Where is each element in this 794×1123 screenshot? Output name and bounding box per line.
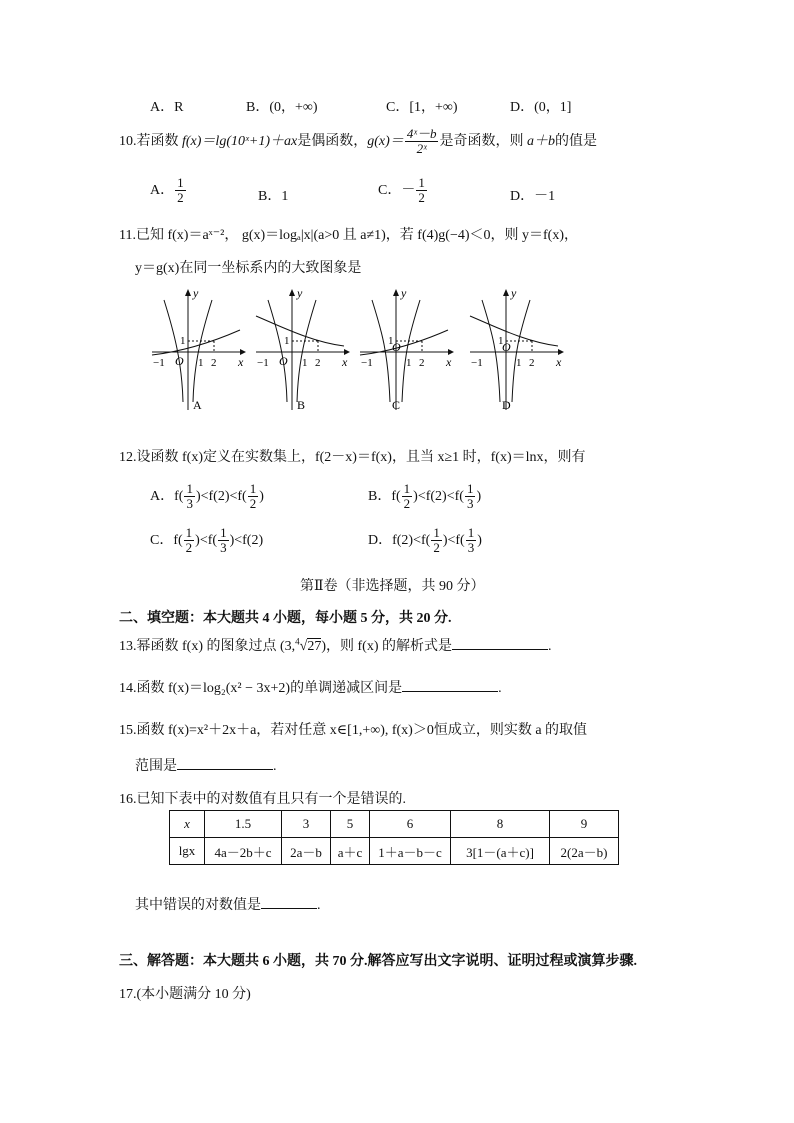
q16-line-1: 16.已知下表中的对数值有且只有一个是错误的. bbox=[119, 792, 406, 807]
q16-answer-blank[interactable] bbox=[261, 894, 317, 909]
q10-option-c bbox=[378, 176, 428, 206]
graph-b-curve-g-left bbox=[268, 300, 287, 402]
q10-option-c-num: 1 bbox=[418, 175, 425, 190]
graph-d-tick-2: 2 bbox=[529, 357, 535, 369]
q15-pre: 范围是 bbox=[135, 759, 177, 774]
q12-d-d2: 3 bbox=[467, 540, 475, 556]
q13-end: . bbox=[548, 639, 552, 654]
q14 bbox=[119, 677, 502, 697]
q13-answer-blank[interactable] bbox=[452, 635, 548, 650]
graph-c-label-x: x bbox=[446, 355, 452, 369]
table-cell: a＋c bbox=[331, 838, 370, 865]
q9-option-d: D．(0，1] bbox=[510, 100, 572, 115]
table-header-cell: 9 bbox=[550, 811, 619, 838]
q12-b-mid: )<f(2)<f( bbox=[413, 489, 464, 505]
graph-c-tick-2: 2 bbox=[419, 357, 425, 369]
q12-option-a bbox=[150, 482, 264, 512]
q9-option-c: C．[1，+∞) bbox=[386, 100, 458, 115]
q10-option-a bbox=[150, 176, 187, 206]
q10-option-a-den: 2 bbox=[177, 190, 184, 206]
q10-option-c-den: 2 bbox=[418, 190, 425, 206]
q13-pre: 13.幂函数 f(x) 的图象过点 (3, bbox=[119, 639, 296, 654]
graph-a-tick-2: 2 bbox=[211, 357, 217, 369]
q12-a-end: ) bbox=[259, 489, 264, 505]
table-cell: lgx bbox=[170, 838, 205, 865]
graph-d-y-arrow bbox=[503, 289, 509, 296]
q12-d-frac-1 bbox=[431, 526, 442, 556]
q12-c-pre: C．f( bbox=[150, 533, 183, 549]
q10-fraction-numerator: 4ˣ－b bbox=[406, 126, 437, 141]
table-cell: 2(2a－b) bbox=[550, 838, 619, 865]
graph-a-curve-g-left bbox=[164, 300, 183, 402]
q12-d-d1: 2 bbox=[433, 540, 440, 556]
graph-b-tick-1: 1 bbox=[302, 357, 308, 369]
q12-a-pre: A．f( bbox=[150, 489, 184, 505]
graph-c bbox=[360, 286, 454, 412]
graph-b-label-x: x bbox=[342, 355, 348, 369]
q12-c-end: )<f(2) bbox=[229, 533, 264, 549]
q12-b-d2: 3 bbox=[466, 496, 474, 512]
q11-graphs bbox=[140, 282, 580, 417]
q12-c-mid: )<f( bbox=[195, 533, 218, 549]
q12-b-n2: 1 bbox=[466, 481, 474, 496]
graph-a-caption: A bbox=[193, 398, 202, 412]
table-header-cell: 3 bbox=[282, 811, 331, 838]
q12-a-n2: 1 bbox=[249, 481, 257, 496]
q11-line-1: 11.已知 f(x)＝aˣ⁻²， g(x)＝logₐ|x|(a>0 且 a≠1)，若 f(4)g(−4)＜0，则 y＝f(x)， bbox=[119, 228, 578, 243]
graph-a-origin: O bbox=[175, 354, 184, 368]
table-header-cell: 8 bbox=[451, 811, 550, 838]
q13-radical-icon: √ bbox=[299, 639, 308, 654]
graph-a-curve-g-right bbox=[193, 300, 212, 402]
q10-option-a-label: A． bbox=[150, 183, 175, 199]
graph-c-tick-y1: 1 bbox=[388, 335, 394, 347]
q10-formula-sum: a＋b bbox=[526, 134, 555, 150]
q12-option-c bbox=[150, 526, 263, 556]
graph-a-label-y: y bbox=[193, 286, 199, 300]
part2-title: 第Ⅱ卷（非选择题，共 90 分） bbox=[300, 579, 485, 594]
q13-post: )，则 f(x) 的解析式是 bbox=[321, 639, 452, 654]
table-header-cell: 1.5 bbox=[205, 811, 282, 838]
q12-option-b bbox=[368, 482, 481, 512]
table-row bbox=[170, 838, 619, 865]
q12-b-n1: 1 bbox=[403, 481, 411, 496]
q12-c-n1: 1 bbox=[185, 525, 193, 540]
q14-pre: 14.函数 f(x)＝log₂(x² − 3x+2)的单调递减区间是 bbox=[119, 681, 403, 696]
q12-d-end: ) bbox=[477, 533, 482, 549]
q12-d-pre: D．f(2)<f( bbox=[368, 533, 431, 549]
q12-c-d2: 3 bbox=[220, 540, 227, 556]
q12-a-frac-1 bbox=[184, 482, 195, 512]
graph-d-label-x: x bbox=[556, 355, 562, 369]
q10-stem bbox=[119, 127, 597, 157]
graph-d-caption: D bbox=[502, 398, 511, 412]
q10-option-d: D．－1 bbox=[510, 189, 556, 204]
graph-b-caption: B bbox=[297, 398, 306, 412]
q12-b-d1: 2 bbox=[403, 496, 411, 512]
graph-a-label-x: x bbox=[238, 355, 244, 369]
graph-b-tick-neg1: −1 bbox=[257, 357, 269, 369]
graph-a-tick-neg1: −1 bbox=[153, 357, 165, 369]
q16-after-pre: 其中错误的对数值是 bbox=[135, 898, 261, 913]
q12-c-frac-1 bbox=[184, 526, 195, 556]
q12-c-n2: 1 bbox=[220, 525, 227, 540]
graph-c-curve-f bbox=[360, 330, 448, 355]
q10-fraction-denominator: 2ˣ bbox=[416, 141, 427, 157]
table-row bbox=[170, 811, 619, 838]
q12-d-frac-2 bbox=[466, 526, 477, 556]
graph-d bbox=[470, 286, 564, 412]
q12-b-frac-1 bbox=[402, 482, 413, 512]
q12-d-n2: 1 bbox=[467, 525, 475, 540]
graph-c-tick-neg1: −1 bbox=[361, 357, 373, 369]
table-header-cell: x bbox=[170, 811, 205, 838]
q15-answer-blank[interactable] bbox=[177, 755, 273, 770]
section3-heading: 三、解答题：本大题共 6 小题，共 70 分.解答应写出文字说明、证明过程或演算步骤. bbox=[119, 954, 637, 969]
q12-b-frac-2 bbox=[465, 482, 476, 512]
q12-d-n1: 1 bbox=[433, 525, 440, 540]
q11-line-2: y＝g(x)在同一坐标系内的大致图象是 bbox=[135, 261, 362, 276]
q10-option-c-label: C．－ bbox=[378, 183, 416, 199]
q12-a-d1: 3 bbox=[186, 496, 193, 512]
graph-d-tick-neg1: −1 bbox=[471, 357, 483, 369]
q10-fraction bbox=[405, 127, 439, 157]
graph-b-curve-g-right bbox=[297, 300, 316, 402]
q12-a-mid: )<f(2)<f( bbox=[195, 489, 247, 505]
graph-d-curve-g-right bbox=[512, 300, 530, 402]
q12-b-end: ) bbox=[476, 489, 482, 505]
graph-d-origin: O bbox=[502, 340, 511, 354]
graph-c-tick-1: 1 bbox=[406, 357, 412, 369]
q10-text-4: 的值是 bbox=[554, 134, 597, 150]
graph-b-y-arrow bbox=[289, 289, 295, 296]
q16-after-end: . bbox=[317, 898, 321, 913]
q13-root-index: 4 bbox=[295, 636, 300, 647]
q17: 17.(本小题满分 10 分) bbox=[119, 987, 251, 1002]
graph-a-y-arrow bbox=[185, 289, 191, 296]
q10-text-2: 是偶函数， bbox=[297, 134, 368, 150]
q10-text-1: 若函数 bbox=[136, 134, 182, 150]
q12-c-frac-2 bbox=[218, 526, 229, 556]
q12-line-1: 12.设函数 f(x)定义在实数集上，f(2－x)＝f(x)，且当 x≥1 时，f(x)＝lnx，则有 bbox=[119, 450, 586, 465]
q10-number: 10. bbox=[119, 134, 137, 150]
q14-answer-blank[interactable] bbox=[402, 677, 498, 692]
q15-end: . bbox=[273, 759, 277, 774]
graph-b bbox=[256, 286, 350, 412]
q16-log-table bbox=[169, 810, 619, 865]
graph-b-tick-y1: 1 bbox=[284, 335, 290, 347]
graph-d-curve-g-left bbox=[482, 300, 500, 402]
graph-b-label-y: y bbox=[297, 286, 303, 300]
q10-option-c-fraction bbox=[416, 176, 427, 206]
q9-option-b: B．(0，+∞) bbox=[246, 100, 318, 115]
q12-c-d1: 2 bbox=[185, 540, 193, 556]
q13-radicand: 27 bbox=[307, 639, 322, 654]
graph-a bbox=[152, 286, 246, 412]
graph-a-curve-f bbox=[152, 330, 240, 355]
q12-d-mid: )<f( bbox=[442, 533, 465, 549]
table-cell: 3[1－(a＋c)] bbox=[451, 838, 550, 865]
q12-a-n1: 1 bbox=[186, 481, 193, 496]
q13 bbox=[119, 635, 552, 655]
table-header-cell: 5 bbox=[331, 811, 370, 838]
table-cell: 1＋a－b－c bbox=[370, 838, 451, 865]
graph-c-curve-g-left bbox=[372, 300, 390, 402]
graph-d-tick-y1: 1 bbox=[498, 335, 504, 347]
q10-option-a-num: 1 bbox=[177, 175, 184, 190]
q10-formula-g: g(x)＝ bbox=[367, 134, 404, 150]
graph-b-origin: O bbox=[279, 354, 288, 368]
q12-a-frac-2 bbox=[248, 482, 259, 512]
q14-end: . bbox=[498, 681, 502, 696]
graph-c-label-y: y bbox=[401, 286, 407, 300]
graph-c-y-arrow bbox=[393, 289, 399, 296]
graph-a-tick-y1: 1 bbox=[180, 335, 186, 347]
table-cell: 2a－b bbox=[282, 838, 331, 865]
q9-option-a: A．R bbox=[150, 100, 184, 115]
q10-option-a-fraction bbox=[175, 176, 186, 206]
q10-text-3: 是奇函数，则 bbox=[439, 134, 527, 150]
q12-b-pre: B．f( bbox=[368, 489, 401, 505]
graph-c-caption: C bbox=[392, 398, 401, 412]
q15-line-2 bbox=[135, 755, 277, 775]
graph-d-label-y: y bbox=[511, 286, 517, 300]
table-cell: 4a－2b＋c bbox=[205, 838, 282, 865]
q15-line-1: 15.函数 f(x)=x²＋2x＋a，若对任意 x∈[1,+∞), f(x)＞0恒成立，则实数 a 的取值 bbox=[119, 723, 588, 738]
q10-option-b: B．1 bbox=[258, 189, 289, 204]
graph-a-tick-1: 1 bbox=[198, 357, 204, 369]
table-header-cell: 6 bbox=[370, 811, 451, 838]
graph-c-origin: O bbox=[392, 340, 401, 354]
q12-option-d bbox=[368, 526, 482, 556]
graph-b-tick-2: 2 bbox=[315, 357, 321, 369]
graph-c-curve-g-right bbox=[402, 300, 420, 402]
graph-d-tick-1: 1 bbox=[516, 357, 522, 369]
q16-after bbox=[135, 894, 321, 914]
section2-heading: 二、填空题：本大题共 4 小题，每小题 5 分，共 20 分. bbox=[119, 611, 452, 626]
q10-formula-f: f(x)＝lg(10ˣ+1)＋ax bbox=[182, 134, 298, 150]
q12-a-d2: 2 bbox=[249, 496, 257, 512]
